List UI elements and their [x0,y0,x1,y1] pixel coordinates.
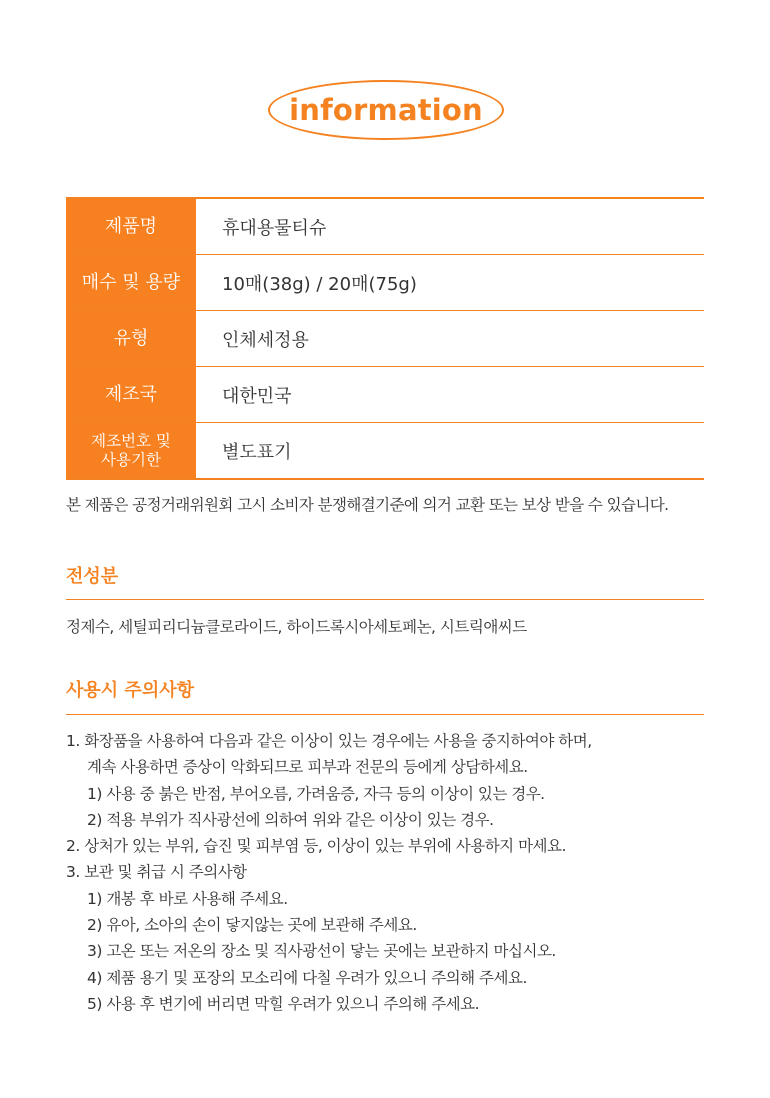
list-item: 4) 제품 용기 및 포장의 모소리에 다칠 우려가 있으니 주의해 주세요. [87,968,527,987]
row-label: 제조번호 및 사용기한 [66,423,196,478]
ingredients-title: 전성분 [66,566,119,587]
row-value: 10매(38g) / 20매(75g) [222,273,417,295]
cautions-title: 사용시 주의사항 [66,680,194,701]
row-label: 제조국 [66,367,196,422]
table-row [66,255,704,311]
divider [66,714,704,715]
row-label: 유형 [66,311,196,366]
list-item: 3) 고온 또는 저온의 장소 및 직사광선이 닿는 곳에는 보관하지 마십시오. [87,942,556,961]
row-value: 휴대용물티슈 [222,217,327,239]
information-badge [268,80,504,140]
table-row [66,367,704,423]
list-item: 2. 상처가 있는 부위, 습진 및 피부염 등, 이상이 있는 부위에 사용하지 마세요. [66,837,566,856]
row-value: 별도표기 [222,441,292,463]
table-row [66,311,704,367]
list-item: 3. 보관 및 취급 시 주의사항 [66,863,247,882]
product-info-table [66,197,704,480]
information-title: information [289,93,483,127]
row-value: 인체세정용 [222,329,309,351]
list-item: 계속 사용하면 증상이 악화되므로 피부과 전문의 등에게 상담하세요. [87,758,528,777]
divider [66,599,704,600]
list-item: 1. 화장품을 사용하여 다음과 같은 이상이 있는 경우에는 사용을 중지하여야 하며, [66,732,592,750]
row-value: 대한민국 [222,385,292,407]
ingredients-text: 정제수, 세틸피리디늄클로라이드, 하이드록시아세토페논, 시트릭애씨드 [66,618,527,636]
list-item: 1) 개봉 후 바로 사용해 주세요. [87,889,288,908]
list-item: 2) 유아, 소아의 손이 닿지않는 곳에 보관해 주세요. [87,916,417,935]
table-row [66,199,704,255]
table-row [66,423,704,480]
exchange-notice: 본 제품은 공정거래위원회 고시 소비자 분쟁해결기준에 의거 교환 또는 보상 받을 수 있습니다. [66,496,669,514]
row-label: 제품명 [66,199,196,254]
list-item: 5) 사용 후 변기에 버리면 막힐 우려가 있으니 주의해 주세요. [87,994,480,1013]
cautions-list [66,728,592,1017]
row-label: 매수 및 용량 [66,255,196,310]
list-item: 1) 사용 중 붉은 반점, 부어오름, 가려움증, 자극 등의 이상이 있는 경우. [87,784,545,803]
list-item: 2) 적용 부위가 직사광선에 의하여 위와 같은 이상이 있는 경우. [87,810,494,829]
